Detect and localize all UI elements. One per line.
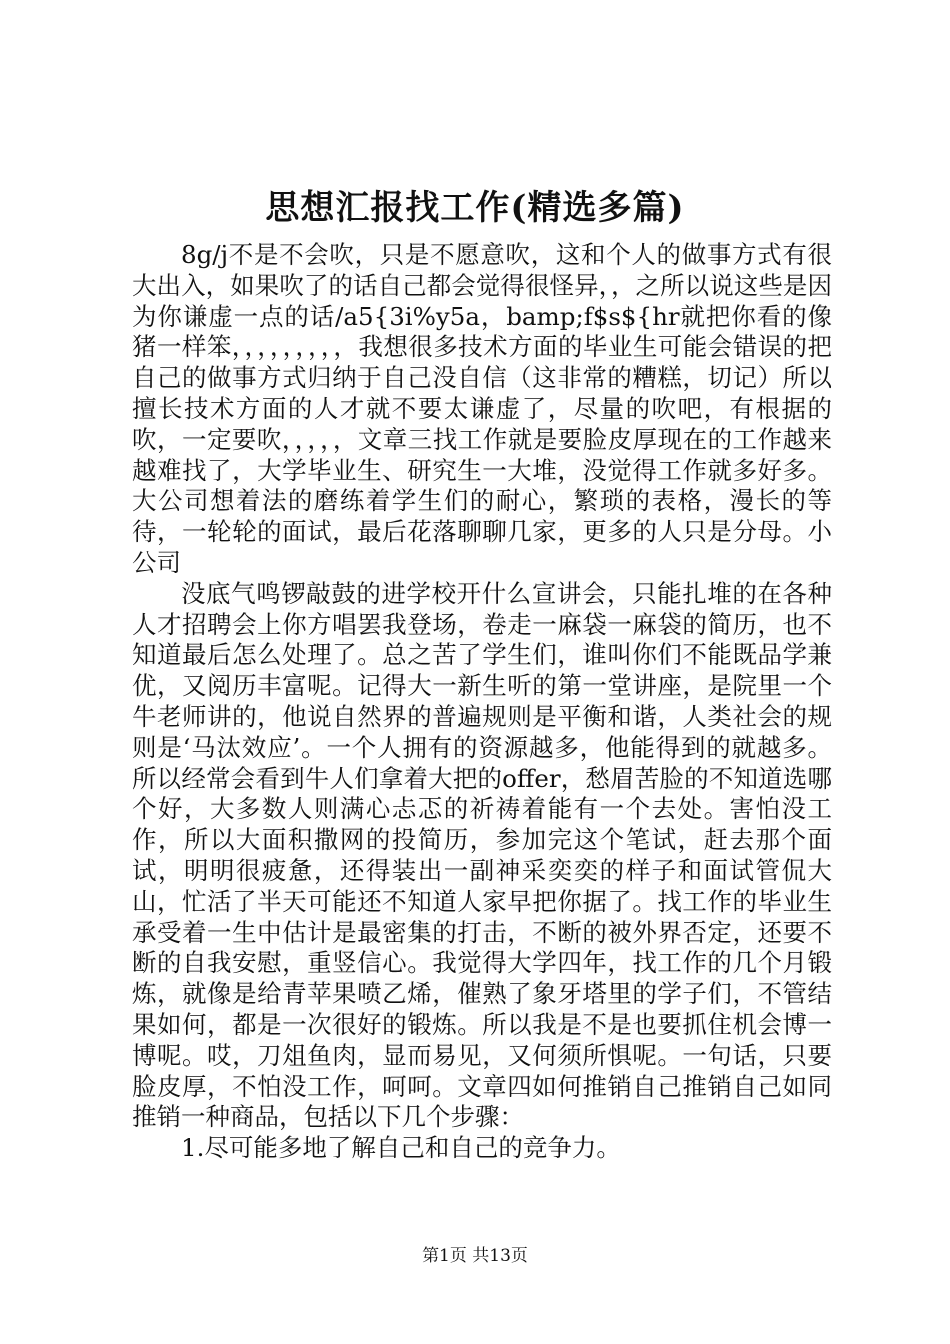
document-body <box>132 240 832 1164</box>
page-number-footer: 第1页 共13页 <box>422 1246 528 1266</box>
paragraph-3: 1.尽可能多地了解自己和自己的竞争力。 <box>181 1133 621 1163</box>
paragraph-1: 8g/j不是不会吹，只是不愿意吹，这和个人的做事方式有很大出入，如果吹了的话自己都会觉得很怪异，，之所以说这些是因为你谦虚一点的话/a5{3i%y5a，bamp;f$s${hr就把你看的像猪一样笨，，，，，，，，，我想很多技术方面的毕业生可能会错误的把自己的做事方式归纳于自己没自信（这非常的糟糕，切记）所以擅长技术方面的人才就不要太谦虚了，尽量的吹吧，有根据的吹，一定要吹，，，，，文章三找工作就是要脸皮厚现在的工作越来越难找了，大学毕业生、研究生一大堆，没觉得工作就多好多。大公司想着法的磨练着学生们的耐心，繁琐的表格，漫长的等待，一轮轮的面试，最后花落聊聊几家，更多的人只是分母。小公司 <box>132 240 832 577</box>
document-title: 思想汇报找工作(精选多篇) <box>265 188 685 228</box>
paragraph-2: 没底气鸣锣敲鼓的进学校开什么宣讲会，只能扎堆的在各种人才招聘会上你方唱罢我登场，卷走一麻袋一麻袋的简历，也不知道最后怎么处理了。总之苦了学生们，谁叫你们不能既品学兼优，又阅历丰富呢。记得大一新生听的第一堂讲座，是院里一个牛老师讲的，他说自然界的普遍规则是平衡和谐，人类社会的规则是‘马汰效应’。一个人拥有的资源越多，他能得到的就越多。所以经常会看到牛人们拿着大把的offer，愁眉苦脸的不知道选哪个好，大多数人则满心忐忑的祈祷着能有一个去处。害怕没工作，所以大面积撒网的投简历，参加完这个笔试，赶去那个面试，明明很疲惫，还得装出一副神采奕奕的样子和面试管侃大山，忙活了半天可能还不知道人家早把你据了。找工作的毕业生承受着一生中估计是最密集的打击，不断的被外界否定，还要不断的自我安慰，重竖信心。我觉得大学四年，找工作的几个月锻炼，就像是给青苹果喷乙烯，催熟了象牙塔里的学子们，不管结果如何，都是一次很好的锻炼。所以我是不是也要抓住机会博一博呢。哎，刀俎鱼肉，显而易见，又何须所惧呢。一句话，只要脸皮厚，不怕没工作，呵呵。文章四如何推销自己推销自己如同推销一种商品，包括以下几个步骤： <box>132 578 832 1132</box>
